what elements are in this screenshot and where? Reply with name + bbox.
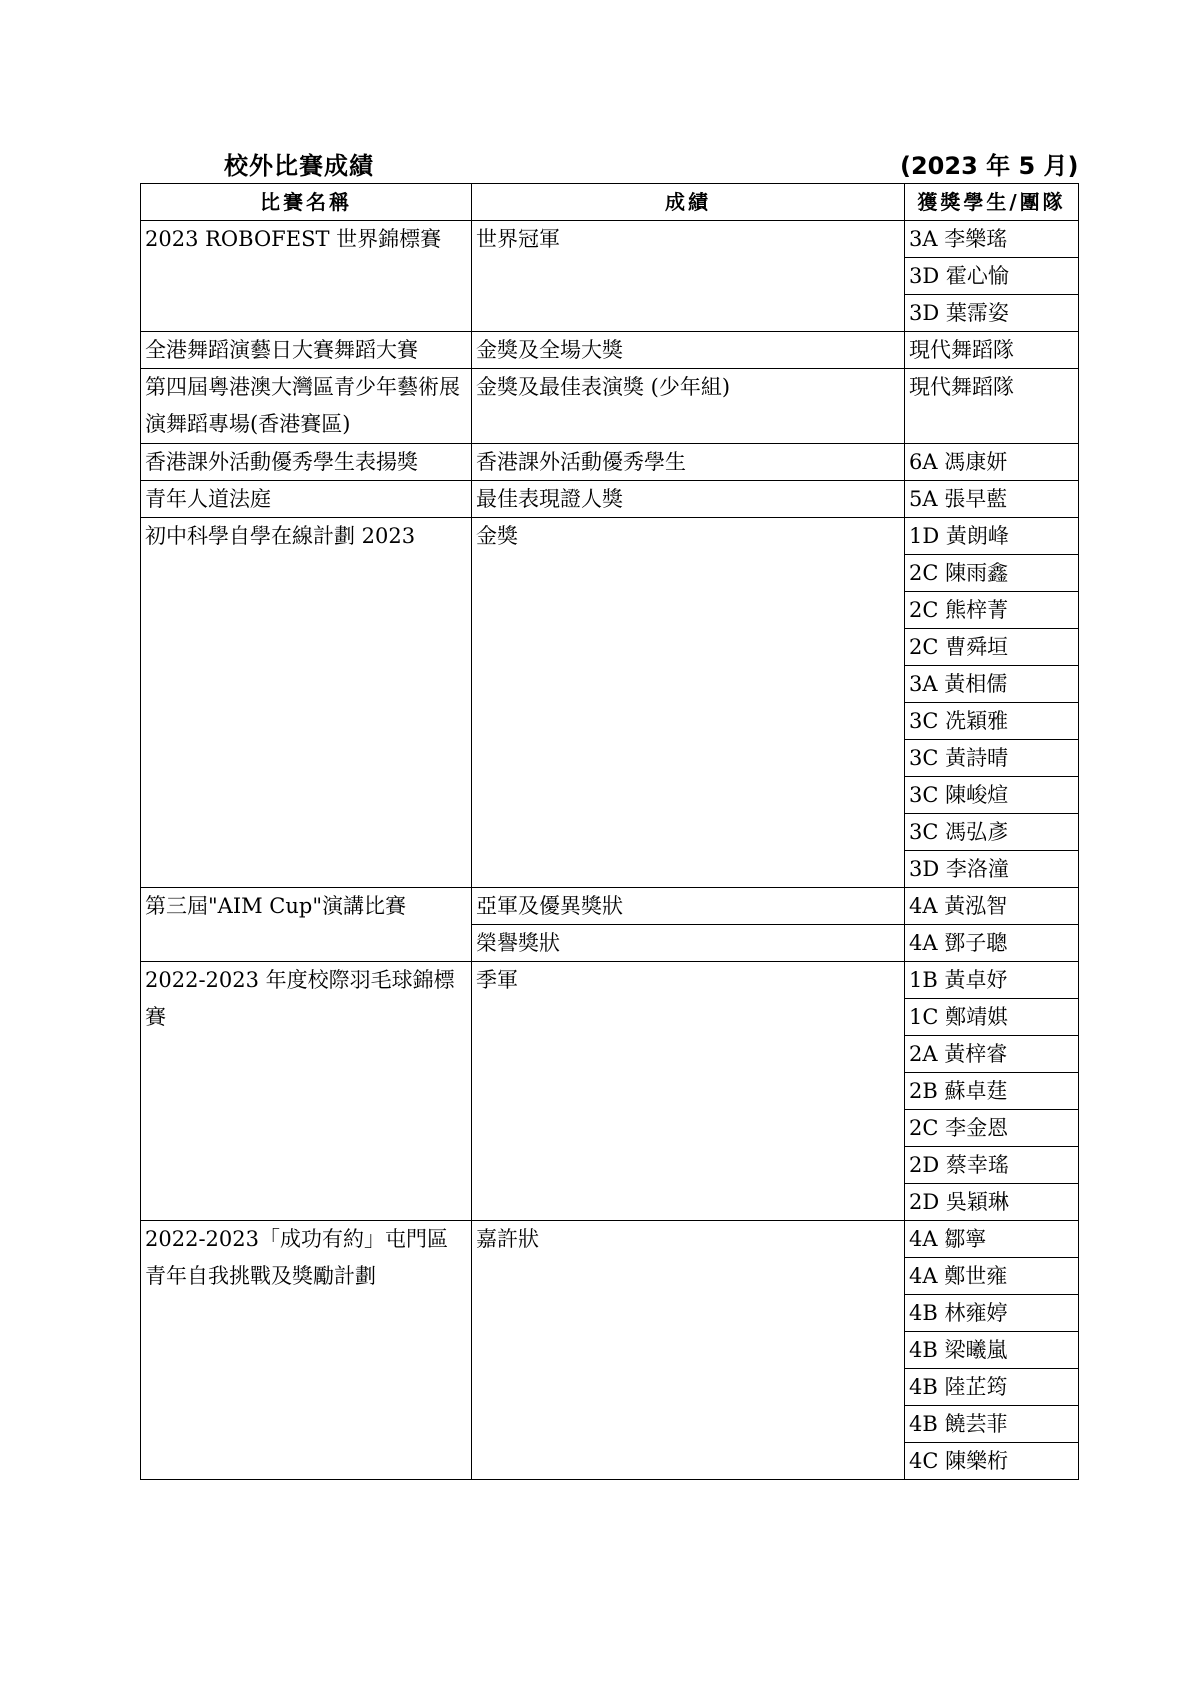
results-table [140, 183, 1079, 1480]
competition-cell: 第四屆粵港澳大灣區青少年藝術展演舞蹈專場(香港賽區) [141, 369, 472, 444]
result-cell: 季軍 [472, 962, 905, 1221]
winner-cell: 2A 黃梓睿 [905, 1036, 1079, 1073]
table-row [141, 518, 1079, 555]
winner-cell: 3C 馮弘彥 [905, 814, 1079, 851]
winner-cell: 現代舞蹈隊 [905, 369, 1079, 444]
column-header-winners: 獲獎學生/團隊 [905, 184, 1079, 221]
competition-cell: 2023 ROBOFEST 世界錦標賽 [141, 221, 472, 332]
result-cell: 金獎 [472, 518, 905, 888]
table-row [141, 888, 1079, 925]
winner-cell: 3A 李樂瑤 [905, 221, 1079, 258]
competition-cell: 2022-2023 年度校際羽毛球錦標賽 [141, 962, 472, 1221]
winner-cell: 5A 張早藍 [905, 481, 1079, 518]
winner-cell: 3C 冼穎雅 [905, 703, 1079, 740]
winner-cell: 3C 黃詩晴 [905, 740, 1079, 777]
table-row [141, 1221, 1079, 1258]
winner-cell: 1B 黃卓妤 [905, 962, 1079, 999]
competition-cell: 香港課外活動優秀學生表揚獎 [141, 444, 472, 481]
column-header-competition: 比賽名稱 [141, 184, 472, 221]
page-date: (2023 年 5 月) [900, 152, 1079, 180]
table-row [141, 332, 1079, 369]
winner-cell: 4A 黃泓智 [905, 888, 1079, 925]
winner-cell: 4A 鄒寧 [905, 1221, 1079, 1258]
competition-cell: 全港舞蹈演藝日大賽舞蹈大賽 [141, 332, 472, 369]
result-cell: 榮譽獎狀 [472, 925, 905, 962]
winner-cell: 4B 饒芸菲 [905, 1406, 1079, 1443]
winner-cell: 2B 蘇卓莛 [905, 1073, 1079, 1110]
competition-cell: 青年人道法庭 [141, 481, 472, 518]
winner-cell: 2C 李金恩 [905, 1110, 1079, 1147]
result-cell: 亞軍及優異獎狀 [472, 888, 905, 925]
result-cell: 金獎及最佳表演獎 (少年組) [472, 369, 905, 444]
winner-cell: 2C 熊梓菁 [905, 592, 1079, 629]
result-cell: 香港課外活動優秀學生 [472, 444, 905, 481]
winner-cell: 2C 陳雨鑫 [905, 555, 1079, 592]
table-row [141, 481, 1079, 518]
table-row [141, 444, 1079, 481]
winner-cell: 1D 黃朗峰 [905, 518, 1079, 555]
winner-cell: 1C 鄭靖娸 [905, 999, 1079, 1036]
winner-cell: 4B 林雍婷 [905, 1295, 1079, 1332]
column-header-result: 成績 [472, 184, 905, 221]
winner-cell: 4A 鄭世雍 [905, 1258, 1079, 1295]
page-title: 校外比賽成績 [224, 152, 374, 180]
winner-cell: 3D 霍心愉 [905, 258, 1079, 295]
winner-cell: 4B 梁曦嵐 [905, 1332, 1079, 1369]
winner-cell: 6A 馮康妍 [905, 444, 1079, 481]
winner-cell: 4B 陸芷筠 [905, 1369, 1079, 1406]
winner-cell: 2D 蔡幸瑤 [905, 1147, 1079, 1184]
table-row [141, 962, 1079, 999]
competition-cell: 初中科學自學在線計劃 2023 [141, 518, 472, 888]
competition-cell: 第三屆"AIM Cup"演講比賽 [141, 888, 472, 962]
winner-cell: 2D 吳穎琳 [905, 1184, 1079, 1221]
winner-cell: 3C 陳峻煊 [905, 777, 1079, 814]
table-header-row [141, 184, 1079, 221]
winner-cell: 3D 李洛潼 [905, 851, 1079, 888]
competition-cell: 2022-2023「成功有約」屯門區青年自我挑戰及獎勵計劃 [141, 1221, 472, 1480]
winner-cell: 3D 葉霈姿 [905, 295, 1079, 332]
winner-cell: 4C 陳樂桁 [905, 1443, 1079, 1480]
result-cell: 最佳表現證人獎 [472, 481, 905, 518]
winner-cell: 4A 鄧子聰 [905, 925, 1079, 962]
winner-cell: 3A 黃相儒 [905, 666, 1079, 703]
table-row [141, 221, 1079, 258]
result-cell: 世界冠軍 [472, 221, 905, 332]
winner-cell: 2C 曹舜垣 [905, 629, 1079, 666]
winner-cell: 現代舞蹈隊 [905, 332, 1079, 369]
result-cell: 金獎及全場大獎 [472, 332, 905, 369]
result-cell: 嘉許狀 [472, 1221, 905, 1480]
